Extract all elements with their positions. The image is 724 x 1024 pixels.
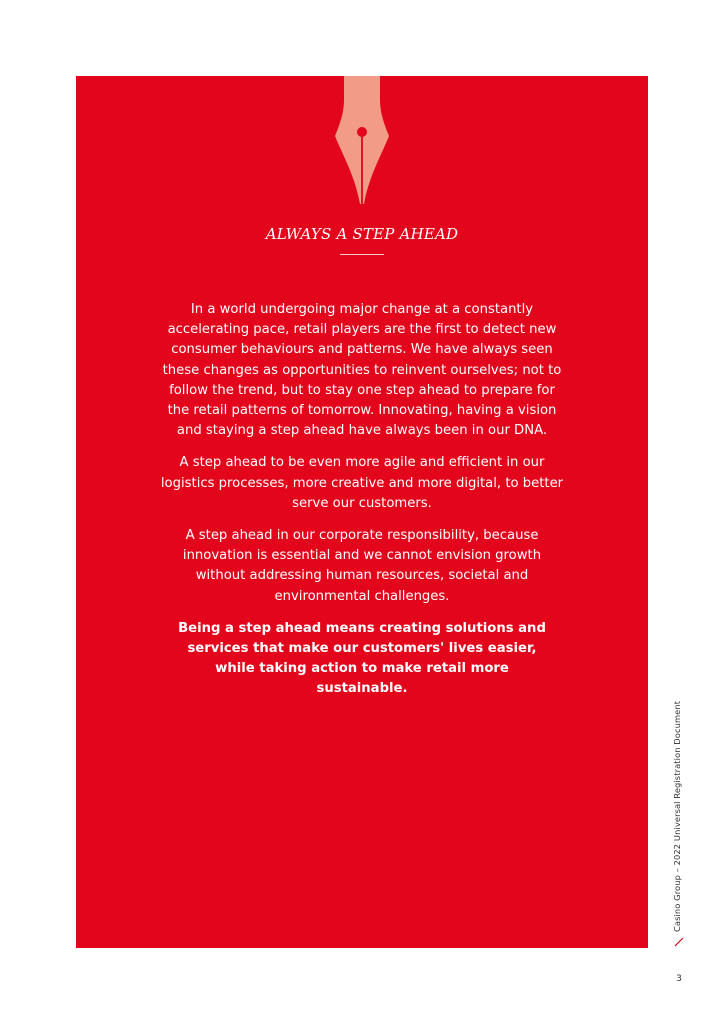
fountain-pen-nib-icon <box>333 76 391 204</box>
title-divider <box>340 254 384 255</box>
page-number: 3 <box>676 974 682 984</box>
page-title: ALWAYS A STEP AHEAD <box>265 225 459 243</box>
slash-icon <box>674 937 684 947</box>
body-text <box>160 300 564 712</box>
paragraph: A step ahead to be even more agile and efficient in our logistics processes, more creative and more digital, to better serve our customers. <box>160 455 564 511</box>
paragraph: In a world undergoing major change at a constantly accelerating pace, retail players are the first to detect new consumer behaviours and patterns. We have always seen these changes as opportunities to reinvent ourselves; not to follow the trend, but to stay one step ahead to prepare for the retail patterns of tomorrow. Innovating, having a vision and staying a step ahead have always been in our DNA. <box>162 302 562 439</box>
document-caption: Casino Group – 2022 Universal Registration Document <box>672 700 682 932</box>
paragraph: A step ahead in our corporate responsibility, because innovation is essential and we cannot envision growth without addressing human resources, societal and environmental challenges. <box>182 528 542 604</box>
closing-statement: Being a step ahead means creating solutions and services that make our customers' lives easier, while taking action to make retail more sustainable. <box>178 620 546 697</box>
